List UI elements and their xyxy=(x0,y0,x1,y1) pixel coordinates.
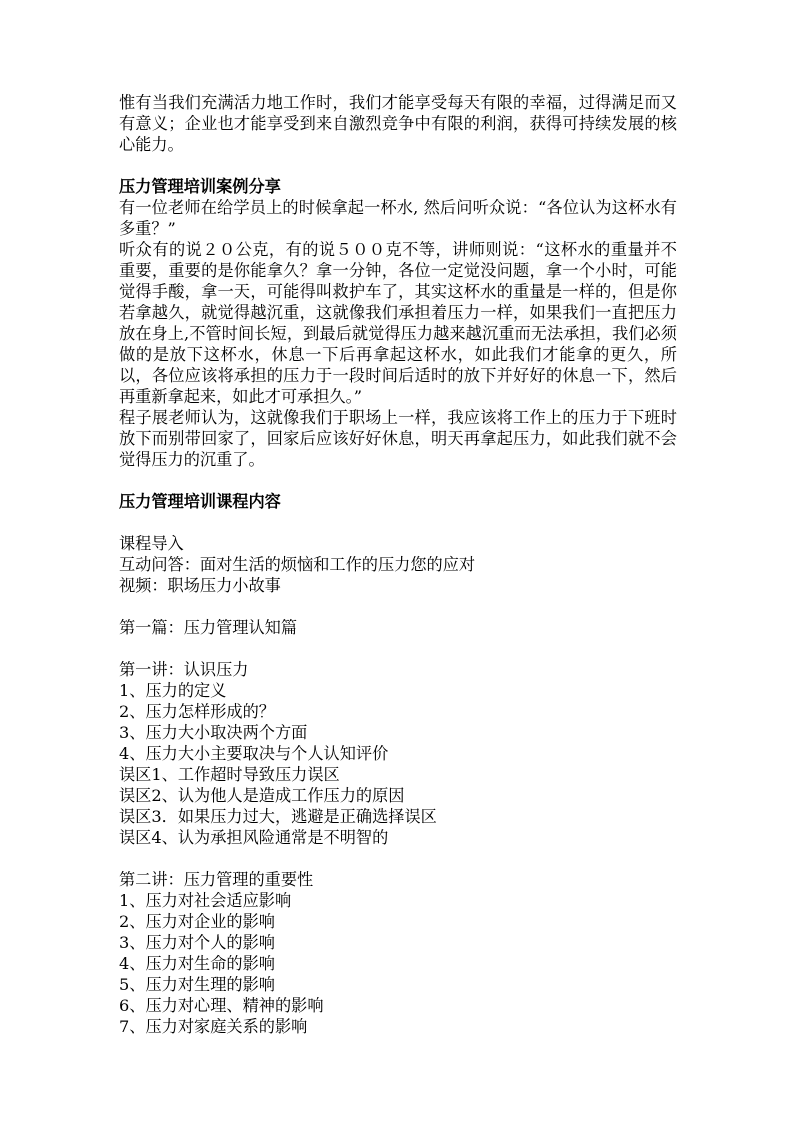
lecture-two-item: 5、压力对生理的影响 xyxy=(119,975,275,994)
course-section-title: 压力管理培训课程内容 xyxy=(119,492,281,511)
lecture-two-item: 2、压力对企业的影响 xyxy=(119,912,275,931)
spacer xyxy=(119,470,677,491)
spacer xyxy=(119,155,677,176)
lecture-one-item: 误区3．如果压力过大，逃避是正确选择误区 xyxy=(119,807,437,826)
spacer xyxy=(119,512,677,533)
lecture-two-item: 7、压力对家庭关系的影响 xyxy=(119,1017,308,1036)
lecture-two-item: 3、压力对个人的影响 xyxy=(119,933,275,952)
document-page xyxy=(119,92,677,1037)
spacer xyxy=(119,848,677,869)
lecture-one-item: 3、压力大小取决两个方面 xyxy=(119,723,308,742)
course-intro-item: 互动问答：面对生活的烦恼和工作的压力您的应对 xyxy=(119,555,476,574)
lecture-two-title: 第二讲：压力管理的重要性 xyxy=(119,870,314,889)
course-intro-item: 课程导入 xyxy=(119,534,184,553)
lecture-one-title: 第一讲：认识压力 xyxy=(119,660,249,679)
part-one-title: 第一篇：压力管理认知篇 xyxy=(119,618,298,637)
spacer xyxy=(119,596,677,617)
intro-paragraph: 惟有当我们充满活力地工作时，我们才能享受每天有限的幸福，过得满足而又有意义；企业也才能享受到来自激烈竞争中有限的利润，获得可持续发展的核心能力。 xyxy=(119,93,677,154)
lecture-one-item: 2、压力怎样形成的？ xyxy=(119,702,275,721)
case-section-title: 压力管理培训案例分享 xyxy=(119,177,281,196)
spacer xyxy=(119,638,677,659)
lecture-two-item: 6、压力对心理、精神的影响 xyxy=(119,996,324,1015)
case-paragraph: 有一位老师在给学员上的时候拿起一杯水, 然后问听众说：“各位认为这杯水有多重？” xyxy=(119,198,677,238)
lecture-one-item: 误区2、认为他人是造成工作压力的原因 xyxy=(119,786,405,805)
case-paragraph: 程子展老师认为，这就像我们于职场上一样，我应该将工作上的压力于下班时放下而别带回家了，回家后应该好好休息，明天再拿起压力，如此我们就不会觉得压力的沉重了。 xyxy=(119,408,677,469)
lecture-one-item: 误区1、工作超时导致压力误区 xyxy=(119,765,340,784)
course-intro-item: 视频：职场压力小故事 xyxy=(119,576,281,595)
lecture-one-item: 4、压力大小主要取决与个人认知评价 xyxy=(119,744,389,763)
lecture-two-item: 1、压力对社会适应影响 xyxy=(119,891,292,910)
lecture-one-item: 1、压力的定义 xyxy=(119,681,227,700)
lecture-one-item: 误区4、认为承担风险通常是不明智的 xyxy=(119,828,389,847)
case-paragraph: 听众有的说２０公克，有的说５００克不等，讲师则说：“这杯水的重量并不重要，重要的是你能拿久？拿一分钟，各位一定觉没问题，拿一个小时，可能觉得手酸，拿一天，可能得叫救护车了，其实这杯水的重量是一样的，但是你若拿越久，就觉得越沉重，这就像我们承担着压力一样，如果我们一直把压力放在身上,不管时间长短，到最后就觉得压力越来越沉重而无法承担，我们必须做的是放下这杯水，休息一下后再拿起这杯水，如此我们才能拿的更久，所以，各位应该将承担的压力于一段时间后适时的放下并好好的休息一下，然后再重新拿起来，如此才可承担久。” xyxy=(119,240,677,406)
lecture-two-item: 4、压力对生命的影响 xyxy=(119,954,275,973)
